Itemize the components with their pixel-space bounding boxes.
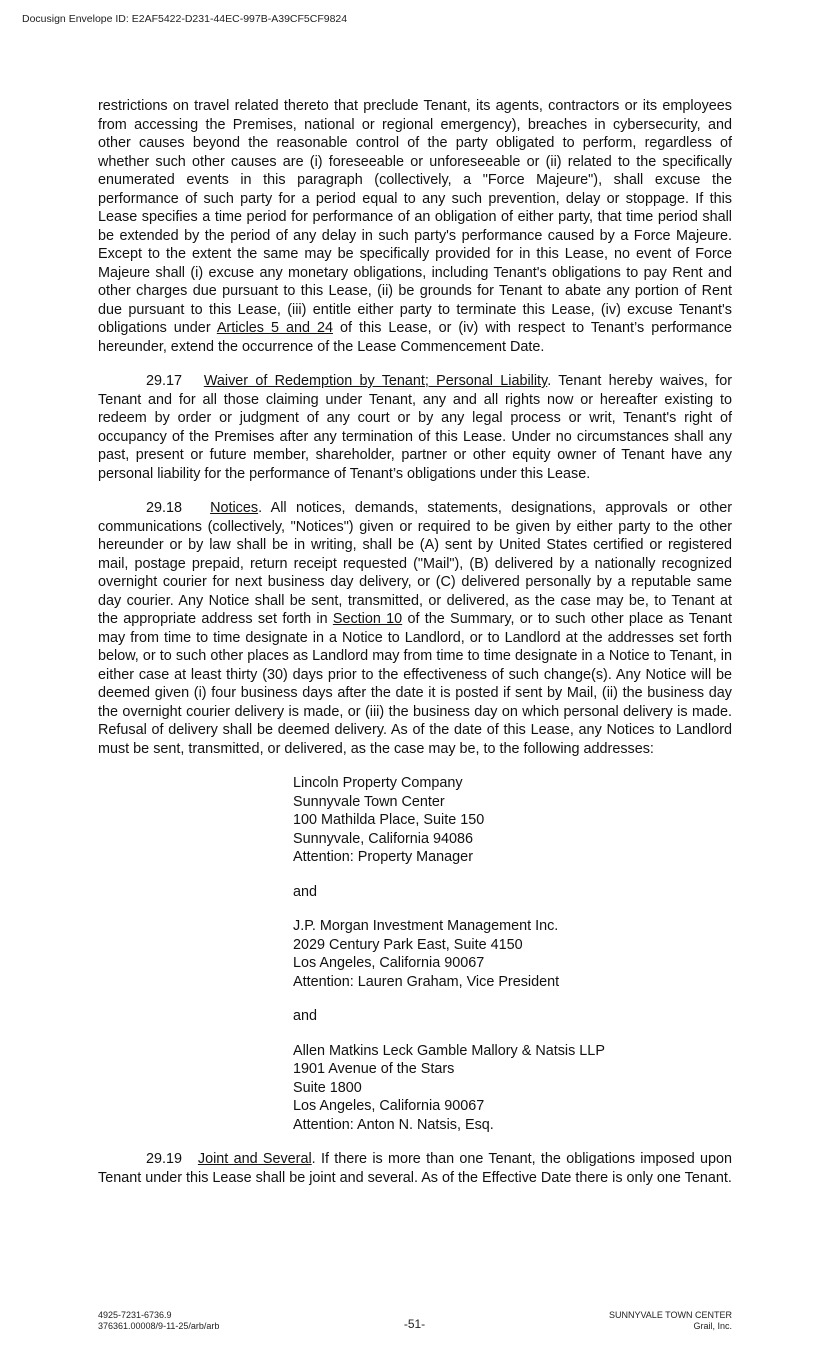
articles-reference: Articles 5 and 24 bbox=[216, 320, 333, 336]
address-line: 100 Mathilda Place, Suite 150 bbox=[293, 812, 485, 828]
address-line: Sunnyvale Town Center bbox=[293, 793, 445, 810]
section-title: Waiver of Redemption by Tenant; Personal Liability bbox=[203, 373, 548, 389]
section-29-18 bbox=[98, 499, 732, 758]
address-line: 2029 Century Park East, Suite 4150 bbox=[293, 936, 523, 953]
notices-text-b: of the Summary, or to such other place as Tenant may from time to time designate in a Notice to Landlord, or to Landlord at the addresses set forth below, or to such other places as Landlord may from time to time designate in a Notice to Tenant, in either case at least thirty (30) days prior to the effectiveness of such change(s). Any Notice will be deemed given (i) four business days after the date it is posted if sent by Mail, (ii) the business day the overnight courier delivery is made, or (iii) the business day on which personal delivery is made. Refusal of delivery shall be deemed delivery. As of the date of this Lease, any Notices to Landlord must be sent, transmitted, or delivered, as the case may be, to the following addresses: bbox=[98, 611, 733, 757]
section-10-reference: Section 10 bbox=[332, 611, 403, 627]
address-line: Lincoln Property Company bbox=[293, 775, 463, 791]
force-majeure-text-a: restrictions on travel related thereto that preclude Tenant, its agents, contractors or its employees from accessing the Premises, national or regional emergency), breaches in cybersecurity, and other causes beyond the reasonable control of the party obligated to perform, regardless of whether such other causes are (i) foreseeable or unforeseeable or (ii) related to the specifically enumerated events in this paragraph (collectively, a "Force Majeure"), shall excuse the performance of such party for a period equal to any such prevention, delay or stoppage. If this Lease specifies a time period for performance of an obligation of either party, that time period shall be extended by the period of any delay in such party's performance caused by a Force Majeure. Except to the extent the same may be specifically provided for in this Lease, no event of Force Majeure shall (i) excuse any monetary obligations, including Tenant's obligations to pay Rent and other charges due pursuant to this Lease, (ii) be grounds for Tenant to abate any portion of Rent due pursuant to this Lease, (iii) entitle either party to terminate this Lease, (iv) excuse Tenant's obligations under bbox=[98, 98, 732, 336]
section-29-19 bbox=[98, 1150, 732, 1187]
page-number: -51- bbox=[403, 1317, 426, 1331]
footer-doc-number: 4925-7231-6736.9 bbox=[98, 1310, 172, 1320]
address-line: Suite 1800 bbox=[293, 1079, 362, 1096]
section-29-17 bbox=[98, 372, 732, 483]
address-line: J.P. Morgan Investment Management Inc. bbox=[293, 918, 559, 934]
footer-project bbox=[609, 1310, 732, 1332]
footer-file-ref: 376361.00008/9-11-25/arb/arb bbox=[98, 1321, 220, 1331]
section-number: 29.18 bbox=[146, 500, 183, 516]
address-line: Los Angeles, California 90067 bbox=[293, 955, 485, 971]
force-majeure-text-b: of this Lease, or (iv) with respect to Tenant’s performance hereunder, extend the occurrence of the Lease Commencement Date. bbox=[98, 320, 732, 355]
section-number: 29.19 bbox=[146, 1151, 183, 1167]
address-lincoln-property bbox=[293, 774, 732, 867]
section-title: Joint and Several bbox=[197, 1151, 312, 1167]
document-body bbox=[98, 97, 732, 1187]
section-body: . If there is more than one Tenant, the obligations imposed upon Tenant under this Lease shall be joint and several. As of the Effective Date there is only one Tenant. bbox=[98, 1151, 732, 1186]
footer-project-name: SUNNYVALE TOWN CENTER bbox=[608, 1310, 732, 1320]
address-line: Allen Matkins Leck Gamble Mallory & Natsis LLP bbox=[293, 1042, 605, 1059]
address-line: Sunnyvale, California 94086 bbox=[293, 830, 474, 847]
section-number: 29.17 bbox=[146, 373, 183, 389]
address-line: Attention: Anton N. Natsis, Esq. bbox=[293, 1116, 494, 1133]
address-line: Los Angeles, California 90067 bbox=[293, 1098, 485, 1114]
address-line: Attention: Lauren Graham, Vice President bbox=[293, 973, 560, 990]
and-separator: and bbox=[293, 883, 318, 900]
address-allen-matkins bbox=[293, 1042, 732, 1135]
address-jp-morgan bbox=[293, 917, 732, 991]
section-body: . Tenant hereby waives, for Tenant and for all those claiming under Tenant, any and all rights now or hereafter existing to redeem by order or judgment of any court or by any legal process or writ, Tenant's right of occupancy of the Premises after any termination of this Lease. Under no circumstances shall any past, present or future member, shareholder, partner or other equity owner of Tenant have any personal liability for the performance of Tenant’s obligations under this Lease. bbox=[98, 373, 733, 482]
footer-tenant-name: Grail, Inc. bbox=[693, 1321, 732, 1331]
docusign-envelope-id: Docusign Envelope ID: E2AF5422-D231-44EC-997B-A39CF5CF9824 bbox=[22, 13, 348, 25]
section-title: Notices bbox=[210, 500, 259, 516]
address-line: 1901 Avenue of the Stars bbox=[293, 1061, 455, 1077]
and-separator: and bbox=[293, 1008, 318, 1024]
address-line: Attention: Property Manager bbox=[293, 849, 473, 865]
notices-text-a: . All notices, demands, statements, designations, approvals or other communications (collectively, "Notices") given or required to be given by either party to the other hereunder or by law shall be in writing, shall be (A) sent by United States certified or registered mail, postage prepaid, return receipt requested ("Mail"), (B) delivered by a nationally recognized overnight courier for next business day delivery, or (C) delivered personally by a reputable same day courier. Any Notice shall be sent, transmitted, or delivered, as the case may be, to Tenant at the appropriate address set forth in bbox=[98, 500, 732, 627]
force-majeure-paragraph bbox=[98, 97, 732, 356]
